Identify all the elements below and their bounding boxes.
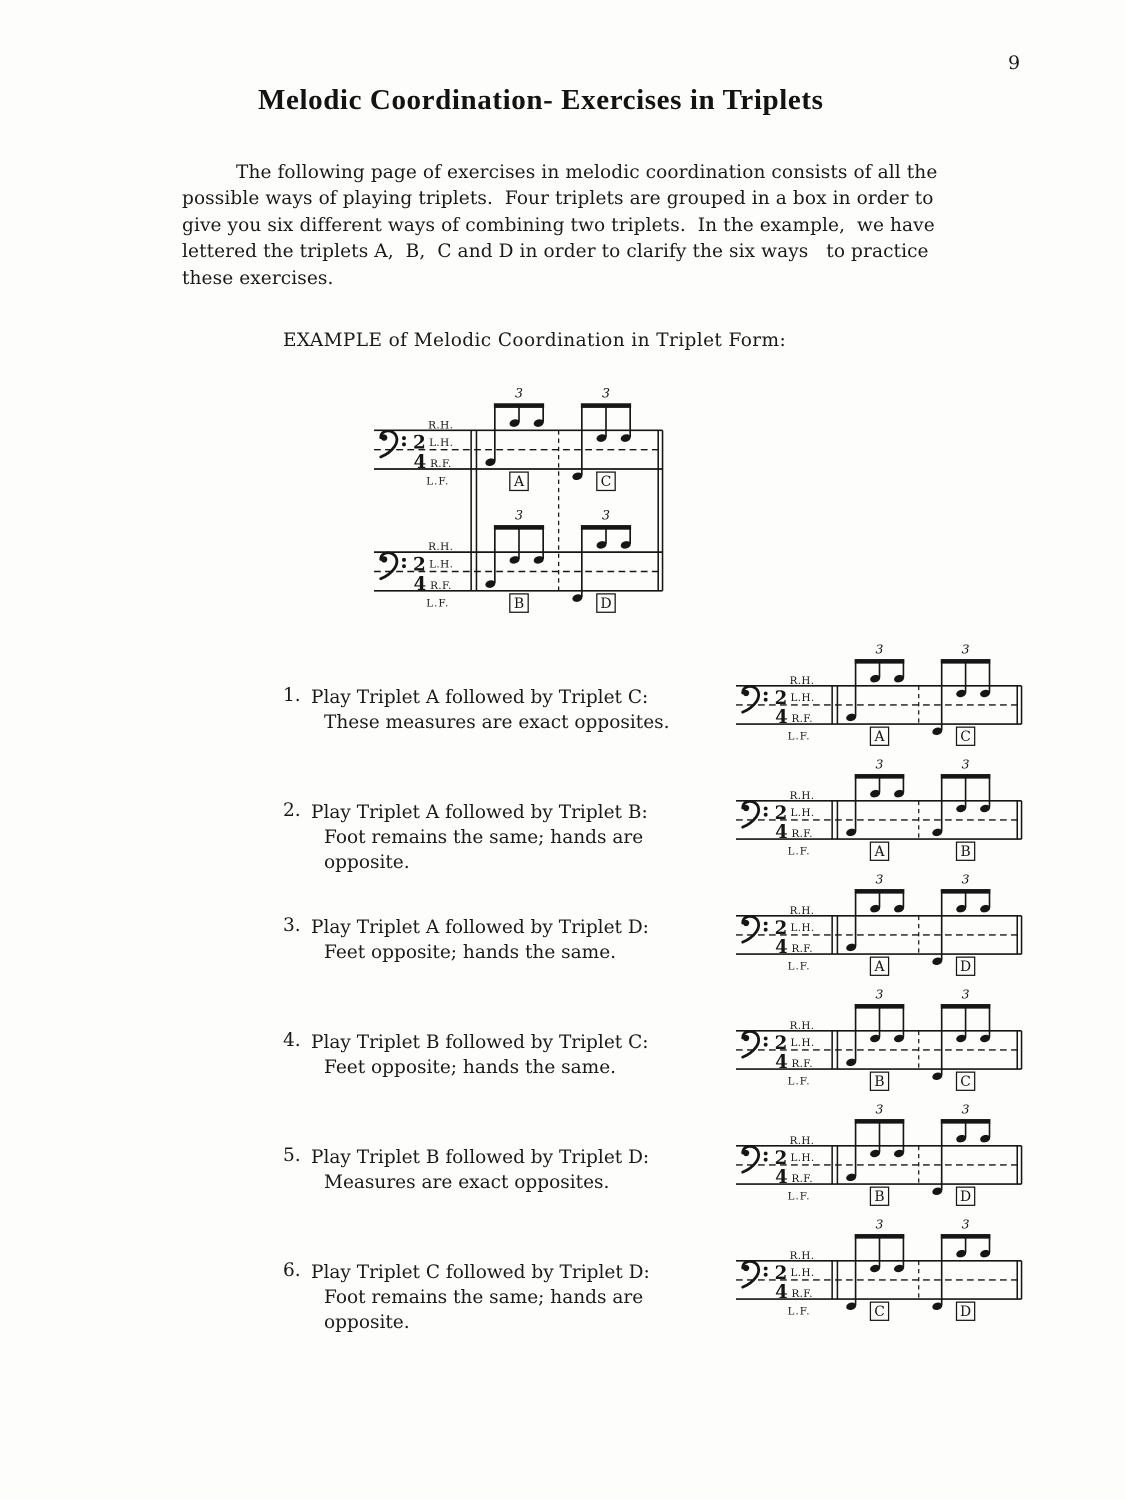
label-right-foot: R.F. bbox=[791, 713, 813, 726]
time-signature-denominator: 4 bbox=[775, 1282, 788, 1304]
label-right-foot: R.F. bbox=[430, 458, 452, 471]
bass-clef-icon bbox=[743, 916, 768, 942]
label-left-foot: L.F. bbox=[787, 845, 811, 858]
exercise-text bbox=[311, 685, 670, 735]
exercise-detail: Feet opposite; hands the same. bbox=[324, 1057, 617, 1078]
tuplet-numeral: 3 bbox=[602, 507, 610, 523]
time-signature-denominator: 4 bbox=[775, 937, 788, 959]
beam bbox=[855, 774, 905, 779]
triplet-group-C bbox=[931, 641, 991, 736]
label-right-hand: R.H. bbox=[428, 419, 454, 432]
tuplet-numeral: 3 bbox=[875, 1101, 884, 1117]
beam bbox=[941, 659, 991, 664]
triplet-group-D bbox=[931, 871, 991, 966]
triplet-group-A bbox=[845, 756, 905, 837]
exercise-detail: Feet opposite; hands the same. bbox=[324, 942, 617, 963]
time-signature-denominator: 4 bbox=[775, 707, 788, 729]
label-left-foot: L.F. bbox=[787, 1190, 811, 1203]
triplet-group-C bbox=[931, 986, 991, 1081]
exercise-instruction: Play Triplet B followed by Triplet C: bbox=[311, 1032, 649, 1053]
triplet-group-B bbox=[484, 507, 544, 589]
triplet-letter: D bbox=[960, 1189, 972, 1206]
page-title: Melodic Coordination- Exercises in Triplets bbox=[258, 84, 824, 116]
exercise-notation-3 bbox=[736, 868, 1023, 977]
label-left-foot: L.F. bbox=[426, 597, 450, 610]
intro-line: possible ways of playing triplets. Four triplets are grouped in a box in order to bbox=[182, 188, 934, 210]
time-signature-numerator: 2 bbox=[774, 1263, 788, 1285]
beam bbox=[581, 525, 631, 530]
time-signature-numerator: 2 bbox=[774, 803, 788, 825]
tuplet-numeral: 3 bbox=[602, 385, 610, 401]
triplet-group-A bbox=[845, 871, 905, 952]
triplet-letter: A bbox=[874, 729, 885, 746]
triplet-letter: C bbox=[960, 729, 971, 746]
label-right-hand: R.H. bbox=[789, 674, 815, 687]
triplet-group-B bbox=[931, 756, 991, 837]
time-signature-denominator: 4 bbox=[775, 822, 788, 844]
beam bbox=[855, 659, 905, 664]
page-number: 9 bbox=[1008, 52, 1021, 74]
exercise-row-3 bbox=[0, 858, 1125, 976]
label-right-foot: R.F. bbox=[791, 1173, 813, 1186]
label-left-foot: L.F. bbox=[787, 1075, 811, 1088]
exercise-detail: Measures are exact opposites. bbox=[324, 1172, 610, 1193]
tuplet-numeral: 3 bbox=[875, 641, 884, 657]
tuplet-numeral: 3 bbox=[961, 756, 970, 772]
beam bbox=[581, 403, 631, 408]
triplet-letter: C bbox=[874, 1304, 885, 1321]
intro-line: give you six different ways of combining two triplets. In the example, we have bbox=[182, 214, 935, 236]
triplet-group-D bbox=[931, 1216, 991, 1311]
bass-clef-icon bbox=[743, 1146, 768, 1172]
label-right-foot: R.F. bbox=[791, 1058, 813, 1071]
triplet-group-A bbox=[484, 385, 544, 467]
time-signature-numerator: 2 bbox=[413, 432, 426, 454]
exercise-row-6 bbox=[0, 1203, 1125, 1333]
exercise-instruction: Play Triplet B followed by Triplet D: bbox=[311, 1147, 650, 1168]
beam bbox=[941, 1004, 991, 1009]
triplet-group-B bbox=[845, 986, 905, 1067]
exercise-notation-2 bbox=[736, 753, 1023, 862]
exercise-row-1 bbox=[0, 628, 1125, 746]
tuplet-numeral: 3 bbox=[515, 507, 523, 523]
triplet-letter: B bbox=[874, 1189, 885, 1206]
triplet-group-D bbox=[571, 507, 631, 603]
example-notation bbox=[374, 382, 664, 614]
tuplet-numeral: 3 bbox=[875, 986, 884, 1002]
triplet-letter: B bbox=[513, 596, 525, 613]
bass-clef-icon bbox=[743, 801, 768, 827]
exercise-instruction: Play Triplet A followed by Triplet B: bbox=[311, 802, 648, 823]
label-right-foot: R.F. bbox=[430, 579, 452, 592]
tuplet-numeral: 3 bbox=[961, 1101, 970, 1117]
bass-clef-icon bbox=[381, 431, 406, 457]
time-signature-numerator: 2 bbox=[413, 554, 426, 576]
tuplet-numeral: 3 bbox=[875, 756, 884, 772]
exercise-detail: Foot remains the same; hands are bbox=[324, 827, 644, 848]
beam bbox=[941, 889, 991, 894]
time-signature-denominator: 4 bbox=[413, 452, 427, 474]
beam bbox=[855, 1234, 905, 1239]
time-signature-numerator: 2 bbox=[774, 918, 788, 940]
label-left-foot: L.F. bbox=[426, 475, 450, 488]
tuplet-numeral: 3 bbox=[961, 871, 970, 887]
example-heading: EXAMPLE of Melodic Coordination in Triplet Form: bbox=[283, 330, 787, 351]
exercise-notation-4 bbox=[736, 983, 1023, 1092]
triplet-group-C bbox=[845, 1216, 905, 1311]
tuplet-numeral: 3 bbox=[961, 986, 970, 1002]
time-signature-denominator: 4 bbox=[413, 573, 427, 595]
label-left-hand: L.H. bbox=[790, 1152, 815, 1165]
label-left-hand: L.H. bbox=[790, 692, 815, 705]
label-left-hand: L.H. bbox=[790, 1267, 815, 1280]
label-left-hand: L.H. bbox=[790, 807, 815, 820]
beam bbox=[941, 774, 991, 779]
exercise-number: 6. bbox=[283, 1260, 301, 1281]
beam bbox=[855, 889, 905, 894]
beam bbox=[855, 1004, 905, 1009]
exercise-notation-5 bbox=[736, 1098, 1023, 1207]
exercise-instruction: Play Triplet A followed by Triplet C: bbox=[311, 687, 649, 708]
exercise-number: 1. bbox=[283, 685, 301, 706]
label-right-hand: R.H. bbox=[789, 1249, 815, 1262]
beam bbox=[941, 1234, 991, 1239]
intro-paragraph bbox=[182, 160, 937, 292]
beam bbox=[494, 403, 544, 408]
exercise-instruction: Play Triplet A followed by Triplet D: bbox=[311, 917, 649, 938]
time-signature-numerator: 2 bbox=[774, 1148, 788, 1170]
triplet-letter: C bbox=[600, 474, 612, 491]
label-right-hand: R.H. bbox=[789, 1019, 815, 1032]
tuplet-numeral: 3 bbox=[875, 1216, 884, 1232]
exercise-text bbox=[311, 1260, 650, 1335]
bass-clef-icon bbox=[743, 1261, 768, 1287]
exercise-text bbox=[311, 1030, 648, 1080]
label-left-foot: L.F. bbox=[787, 1305, 811, 1318]
label-left-hand: L.H. bbox=[429, 558, 454, 571]
label-left-hand: L.H. bbox=[790, 1037, 815, 1050]
bass-clef-icon bbox=[381, 553, 406, 579]
time-signature-denominator: 4 bbox=[775, 1052, 788, 1074]
label-right-foot: R.F. bbox=[791, 943, 813, 956]
label-right-foot: R.F. bbox=[791, 1288, 813, 1301]
exercise-text bbox=[311, 915, 649, 965]
label-right-foot: R.F. bbox=[791, 828, 813, 841]
intro-line: lettered the triplets A, B, C and D in order to clarify the six ways to practice bbox=[182, 241, 929, 263]
exercise-row-5 bbox=[0, 1088, 1125, 1206]
time-signature-numerator: 2 bbox=[774, 1033, 788, 1055]
label-right-hand: R.H. bbox=[428, 541, 454, 554]
exercise-notation-6 bbox=[736, 1213, 1023, 1322]
exercise-instruction: Play Triplet C followed by Triplet D: bbox=[311, 1262, 650, 1283]
triplet-letter: C bbox=[960, 1074, 971, 1091]
triplet-letter: D bbox=[960, 1304, 972, 1321]
beam bbox=[941, 1119, 991, 1124]
tuplet-numeral: 3 bbox=[961, 641, 970, 657]
triplet-letter: A bbox=[513, 474, 525, 491]
bass-clef-icon bbox=[743, 1031, 768, 1057]
tuplet-numeral: 3 bbox=[515, 385, 523, 401]
label-left-hand: L.H. bbox=[429, 436, 454, 449]
bass-clef-icon bbox=[743, 686, 768, 712]
exercise-text bbox=[311, 1145, 649, 1195]
label-left-hand: L.H. bbox=[790, 922, 815, 935]
time-signature-denominator: 4 bbox=[775, 1167, 788, 1189]
triplet-group-D bbox=[931, 1101, 991, 1196]
exercise-notation-1 bbox=[736, 638, 1023, 747]
exercise-number: 4. bbox=[283, 1030, 301, 1051]
intro-line: these exercises. bbox=[182, 267, 334, 289]
label-left-foot: L.F. bbox=[787, 730, 811, 743]
triplet-letter: B bbox=[960, 844, 971, 861]
label-left-foot: L.F. bbox=[787, 960, 811, 973]
label-right-hand: R.H. bbox=[789, 904, 815, 917]
exercise-detail: These measures are exact opposites. bbox=[324, 712, 670, 733]
exercise-row-4 bbox=[0, 973, 1125, 1091]
exercise-detail: opposite. bbox=[324, 852, 410, 873]
triplet-group-B bbox=[845, 1101, 905, 1182]
exercise-number: 3. bbox=[283, 915, 301, 936]
label-right-hand: R.H. bbox=[789, 1134, 815, 1147]
triplet-group-A bbox=[845, 641, 905, 722]
beam bbox=[855, 1119, 905, 1124]
intro-line: The following page of exercises in melodic coordination consists of all the bbox=[236, 162, 938, 183]
triplet-letter: A bbox=[874, 844, 885, 861]
label-right-hand: R.H. bbox=[789, 789, 815, 802]
exercise-number: 2. bbox=[283, 800, 301, 821]
triplet-letter: D bbox=[600, 596, 612, 613]
triplet-group-C bbox=[571, 385, 631, 481]
time-signature-numerator: 2 bbox=[774, 688, 788, 710]
exercise-number: 5. bbox=[283, 1145, 301, 1166]
exercise-detail: opposite. bbox=[324, 1312, 410, 1333]
triplet-letter: B bbox=[874, 1074, 885, 1091]
triplet-letter: D bbox=[960, 959, 972, 976]
triplet-letter: A bbox=[874, 959, 885, 976]
exercise-row-2 bbox=[0, 743, 1125, 873]
tuplet-numeral: 3 bbox=[961, 1216, 970, 1232]
tuplet-numeral: 3 bbox=[875, 871, 884, 887]
beam bbox=[494, 525, 544, 530]
exercise-detail: Foot remains the same; hands are bbox=[324, 1287, 644, 1308]
